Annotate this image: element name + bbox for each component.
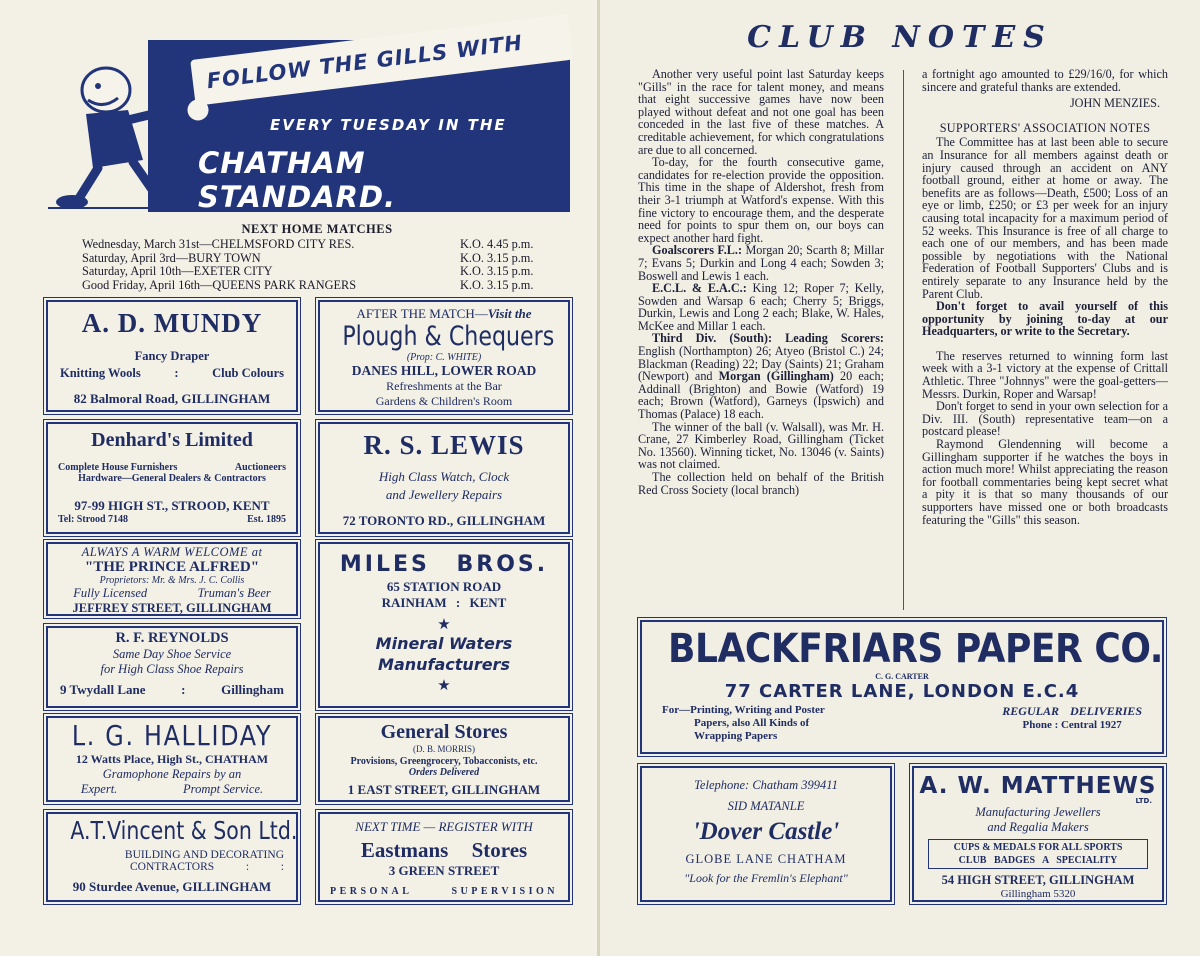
club-notes-column-1 xyxy=(638,68,884,496)
ad-dover-prop: SID MATANLE xyxy=(727,799,805,813)
ad-dover-address: GLOBE LANE CHATHAM xyxy=(685,852,847,866)
ad-blackfriars-prop: C. G. CARTER xyxy=(875,672,929,681)
ad-mundy-colours: Club Colours xyxy=(212,366,284,380)
ad-vincent-address: 90 Sturdee Avenue, GILLINGHAM xyxy=(72,879,272,894)
fixture-row xyxy=(82,238,552,252)
notes-signature: JOHN MENZIES. xyxy=(1069,96,1160,111)
ad-blackfriars-line3: Wrapping Papers xyxy=(694,730,778,742)
ad-miles-line2 xyxy=(320,595,568,611)
ad-general-line1: Provisions, Greengrocery, Tobacconists, etc. xyxy=(350,756,538,767)
ad-mundy-wools: Knitting Wools xyxy=(60,366,141,380)
notes-paragraph: The collection held on behalf of the British Red Cross Society (local branch) xyxy=(638,470,884,497)
ad-matthews-line1: Manufacturing Jewellers xyxy=(975,805,1101,819)
ad-reynolds-address xyxy=(48,677,296,698)
ad-vincent-sep: : xyxy=(280,861,284,873)
ad-denhard-name: Denhard's Limited xyxy=(91,429,253,451)
banner-line3: CHATHAM STANDARD. xyxy=(198,146,397,214)
ad-miles-sep: : xyxy=(455,595,461,610)
ad-dover-slogan: "Look for the Fremlin's Elephant" xyxy=(684,871,848,885)
notes-subhead: E.C.L. & E.A.C.: xyxy=(652,281,747,296)
ad-vincent-line1: BUILDING AND DECORATING xyxy=(124,849,284,861)
ad-general-address: 1 EAST STREET, GILLINGHAM xyxy=(347,782,541,797)
fixtures-title: NEXT HOME MATCHES xyxy=(241,222,393,236)
ad-plough-top2: Visit the xyxy=(487,306,532,321)
ad-mundy-sep: : xyxy=(174,366,179,380)
ad-rs-lewis xyxy=(318,422,570,534)
ad-miles-line3: Mineral Waters xyxy=(375,634,513,653)
ad-denhard-auctioneers: Auctioneers xyxy=(234,462,286,473)
fixture-match: Wednesday, March 31st—CHELMSFORD CITY RES. xyxy=(82,237,355,251)
ad-blackfriars-left xyxy=(662,704,825,743)
ad-reynolds-line2: for High Class Shoe Repairs xyxy=(100,662,244,676)
ad-blackfriars-phone: Phone : Central 1927 xyxy=(1022,719,1122,731)
column-divider xyxy=(903,70,904,610)
chatham-standard-banner xyxy=(48,30,570,214)
ad-plough-line2: Gardens & Children's Room xyxy=(375,394,513,408)
notes-highlight: Morgan (Gillingham) xyxy=(718,369,834,384)
fixture-row xyxy=(82,279,552,293)
notes-paragraph: a fortnight ago amounted to £29/16/0, for which sincere and grateful thanks are extended. xyxy=(922,67,1168,94)
ad-plough-chequers xyxy=(318,300,570,412)
ad-alfred-address: JEFFREY STREET, GILLINGHAM xyxy=(72,601,272,615)
ad-general-line2: Orders Delivered xyxy=(408,767,480,778)
ad-alfred-beer: Truman's Beer xyxy=(197,586,271,600)
ad-vincent-line2 xyxy=(48,861,296,873)
ad-halliday xyxy=(46,716,298,802)
ad-reynolds-town: Gillingham xyxy=(221,682,284,697)
ad-reynolds-lane: 9 Twydall Lane xyxy=(60,682,146,697)
banner-line1: FOLLOW THE GILLS WITH TUMBLE xyxy=(205,30,525,139)
ad-denhard-line1 xyxy=(48,452,296,473)
ad-plough-prop: (Prop: C. WHITE) xyxy=(406,352,482,363)
ad-dover-castle xyxy=(640,766,892,902)
ad-eastmans-name: Eastmans Stores xyxy=(360,838,528,862)
notes-paragraph: Don't forget to send in your own selection for a Div. III. (South) representative team—on a postcard please! xyxy=(922,399,1168,439)
ad-matthews-address: 54 HIGH STREET, GILLINGHAM xyxy=(941,873,1135,887)
ad-plough-line1: Refreshments at the Bar xyxy=(386,379,502,393)
ad-alfred-name: "THE PRINCE ALFRED" xyxy=(84,559,260,575)
fixture-match: Good Friday, April 16th—QUEENS PARK RANGERS xyxy=(82,277,357,292)
club-notes-column-2 xyxy=(922,68,1168,526)
notes-paragraph: The Committee has at last been able to secure an Insurance for all members against death or injury caused through an accident on ANY football ground, either at home or away. The benefits are as follows—Death, £500; Loss of an eye or limb, £250; or £3 per week for an injury causing total incapacity for a maximum period of 52 weeks. This Insurance is free of all charge to each one of our members, and has been made possible by negotiations with the National Federation of Football Supporters' Clubs and is entirely separate to any Insurance held by the Parent Club. xyxy=(922,135,1168,301)
ad-dover-tel: Telephone: Chatham 399411 xyxy=(694,778,838,792)
ad-miles-line1: 65 STATION ROAD xyxy=(386,579,502,594)
ad-halliday-expert: Expert. xyxy=(80,782,118,796)
ad-eastmans-foot xyxy=(320,879,568,897)
ad-alfred-line3 xyxy=(48,586,296,601)
ad-halliday-name: L. G. HALLIDAY xyxy=(71,719,273,752)
ad-denhard xyxy=(46,422,298,534)
ad-matthews-name: A. W. MATTHEWS xyxy=(919,773,1157,799)
star-icon: ★ xyxy=(437,678,451,694)
ad-general-name: General Stores xyxy=(380,721,508,743)
right-page xyxy=(600,0,1200,956)
ad-denhard-furnishers: Complete House Furnishers xyxy=(58,462,178,473)
notes-subhead: Goalscorers F.L.: xyxy=(652,243,743,258)
notes-paragraph xyxy=(638,244,884,282)
notes-paragraph: The reserves returned to winning form last week with a 3-1 victory at the expense of Crittall Athletic. Three "Johnnys" were the goal-getters—Messrs. Durkin, Roper and Warsap! xyxy=(922,348,1168,401)
ad-matthews-tel: Gillingham 5320 xyxy=(1000,888,1076,900)
notes-paragraph: Raymond Glendenning will become a Gillingham supporter if he watches the boys in action much more! Whilst appreciating the reason for football commentaries being kept secret what a pity it is that so many thousands of our supporters have missed one or both broadcasts featuring the "Gills" this season. xyxy=(922,437,1168,527)
ad-vincent xyxy=(46,812,298,902)
ad-blackfriars-details xyxy=(642,702,1162,743)
ad-reynolds-name: R. F. REYNOLDS xyxy=(115,630,229,646)
notes-subhead: Third Div. (South): Leading Scorers: xyxy=(652,331,884,346)
ad-blackfriars-line2: Papers, also All Kinds of xyxy=(694,717,810,729)
ad-reynolds-line1: Same Day Shoe Service xyxy=(112,647,232,661)
ad-general-stores xyxy=(318,716,570,802)
ad-vincent-name: A.T.Vincent & Son Ltd. xyxy=(70,816,298,845)
ad-alfred-licensed: Fully Licensed xyxy=(73,586,148,600)
ad-eastmans-address: 3 GREEN STREET xyxy=(388,863,500,878)
notes-text: King 12; Roper 7; Kelly, Sowden and Warsap 6 each; Cherry 5; Briggs, Durkin, Lewis and Long 2 each; Blake, W. Hales, McKee and Millar 1 each. xyxy=(638,281,885,333)
notes-text: 20 each; Addinall (Brighton) and Bowie (Watford) 19 each; Brown (Watford), Garneys (Ipswich) and Thomas (Palace) 18 each. xyxy=(638,369,885,422)
notes-text: English (Northampton) 26; Atyeo (Bristol C.) 24; Blackman (Reading) 22; Day (Saints) 21; Graham (Newport) and xyxy=(638,344,884,384)
ad-denhard-address: 97-99 HIGH ST., STROOD, KENT xyxy=(74,498,270,513)
ad-plough-top1: AFTER THE MATCH— xyxy=(356,306,488,321)
ad-matthews-box2: CLUB BADGES A SPECIALITY xyxy=(958,855,1118,866)
ad-matthews-line2: and Regalia Makers xyxy=(987,820,1089,834)
ad-matthews-ltd: LTD. xyxy=(1135,797,1152,805)
ad-alfred-welcome: ALWAYS A WARM WELCOME at xyxy=(81,545,263,559)
ad-matthews-box1: CUPS & MEDALS FOR ALL SPORTS xyxy=(953,842,1123,853)
ad-blackfriars-line1: For—Printing, Writing and Poster xyxy=(662,704,825,716)
ad-miles-rainham: RAINHAM xyxy=(381,595,447,610)
ad-reynolds xyxy=(46,626,298,708)
notes-paragraph: Don't forget to avail yourself of this opportunity by joining to-day at our Headquarters, or write to the Secretary. xyxy=(922,299,1168,339)
ad-blackfriars xyxy=(640,620,1164,754)
ad-eastmans xyxy=(318,812,570,902)
ad-eastmans-top: NEXT TIME — REGISTER WITH xyxy=(355,819,533,834)
notes-paragraph xyxy=(638,332,884,420)
ad-mundy-line1: Fancy Draper xyxy=(134,349,210,363)
next-home-matches xyxy=(82,222,552,292)
ad-alfred-prop: Proprietors: Mr. & Mrs. J. C. Collis xyxy=(99,575,245,586)
ad-dover-name: 'Dover Castle' xyxy=(692,818,840,845)
ad-blackfriars-name: BLACKFRIARS PAPER CO. xyxy=(668,626,1163,672)
ad-mundy xyxy=(46,300,298,412)
fixture-kickoff: K.O. 3.15 p.m. xyxy=(460,264,534,278)
notes-paragraph: To-day, for the fourth consecutive game, candidates for re-election provide the opposition. This time in the shape of Aldershot, fresh from their 3-1 triumph at Watford's expense. With this fine victory to encourage them, and the desperate need for points to spur them on, our boys can expect another hard fight. xyxy=(638,155,884,245)
ad-denhard-contact xyxy=(48,514,296,525)
ad-halliday-line1: Gramophone Repairs by an xyxy=(102,767,242,781)
fixture-row xyxy=(82,265,552,279)
notes-paragraph xyxy=(638,282,884,332)
ad-plough-place: DANES HILL, LOWER ROAD xyxy=(351,363,537,378)
fixture-kickoff: K.O. 3.15 p.m. xyxy=(460,277,534,292)
ad-halliday-address: 12 Watts Place, High St., CHATHAM xyxy=(75,752,269,766)
ad-eastmans-foot2: SUPERVISION xyxy=(451,886,558,897)
fixture-match: Saturday, April 10th—EXETER CITY xyxy=(82,264,273,278)
ad-lewis-line1: High Class Watch, Clock xyxy=(378,469,510,484)
ad-matthews xyxy=(912,766,1164,902)
supporters-notes-heading: SUPPORTERS' ASSOCIATION NOTES xyxy=(939,120,1151,135)
club-notes-title: CLUB NOTES xyxy=(747,20,1053,55)
ad-vincent-contractors: CONTRACTORS xyxy=(130,861,215,873)
fixture-match: Saturday, April 3rd—BURY TOWN xyxy=(82,250,261,265)
fixture-row xyxy=(82,252,552,266)
ad-general-prop: (D. B. MORRIS) xyxy=(412,744,475,754)
ad-blackfriars-right xyxy=(1002,704,1142,743)
ad-denhard-est: Est. 1895 xyxy=(247,514,286,525)
ad-plough-top xyxy=(320,306,568,322)
ad-reynolds-sep: : xyxy=(181,682,186,697)
fixture-kickoff: K.O. 4.45 p.m. xyxy=(460,237,534,251)
ad-halliday-prompt: Prompt Service. xyxy=(183,782,264,796)
ad-prince-alfred xyxy=(46,542,298,616)
ad-denhard-line2: Hardware—General Dealers & Contractors xyxy=(78,473,266,484)
ad-miles-name: MILES BROS. xyxy=(339,552,549,577)
ad-lewis-address: 72 TORONTO RD., GILLINGHAM xyxy=(342,513,546,528)
ad-miles-line4: Manufacturers xyxy=(378,655,510,674)
ad-plough-name: Plough & Chequers xyxy=(342,321,555,352)
ad-mundy-line2 xyxy=(48,364,296,381)
ad-miles-kent: KENT xyxy=(469,595,507,610)
star-icon: ★ xyxy=(437,617,451,633)
ad-vincent-sep: : xyxy=(245,861,250,873)
notes-paragraph: The winner of the ball (v. Walsall), was Mr. H. Crane, 27 Kimberley Road, Gillingham (Ticket No. 13560). Winning ticket, No. 13046 (v. Saints) was not claimed. xyxy=(638,419,884,472)
fixture-kickoff: K.O. 3.15 p.m. xyxy=(460,250,534,265)
ad-lewis-line2: and Jewellery Repairs xyxy=(385,487,503,502)
ad-halliday-line2 xyxy=(48,782,296,797)
left-page xyxy=(0,0,598,956)
ad-matthews-inner-box xyxy=(928,839,1148,869)
notes-paragraph: Another very useful point last Saturday keeps "Gills" in the race for talent money, and means that eight successive games have now been played without defeat and not one goal has been conceded in the last five of these matches. A creditable achievement, for which congratulations are due to all concerned. xyxy=(638,67,884,157)
ad-denhard-tel: Tel: Strood 7148 xyxy=(58,514,129,525)
ad-lewis-name: R. S. LEWIS xyxy=(363,430,525,460)
ad-miles-bros xyxy=(318,542,570,708)
ad-mundy-address: 82 Balmoral Road, GILLINGHAM xyxy=(73,391,271,406)
ad-eastmans-foot1: PERSONAL xyxy=(330,886,413,897)
banner-line2: EVERY TUESDAY IN THE xyxy=(270,116,507,134)
ad-mundy-name: A. D. MUNDY xyxy=(81,308,263,338)
ad-blackfriars-deliveries: REGULAR DELIVERIES xyxy=(1002,704,1142,718)
ad-blackfriars-address: 77 CARTER LANE, LONDON E.C.4 xyxy=(724,681,1080,702)
notes-text: Morgan 20; Scarth 8; Millar 7; Evans 5; Durkin and Long 4 each; Sowden 3; Boswell and Lewis 1 each. xyxy=(638,243,884,283)
